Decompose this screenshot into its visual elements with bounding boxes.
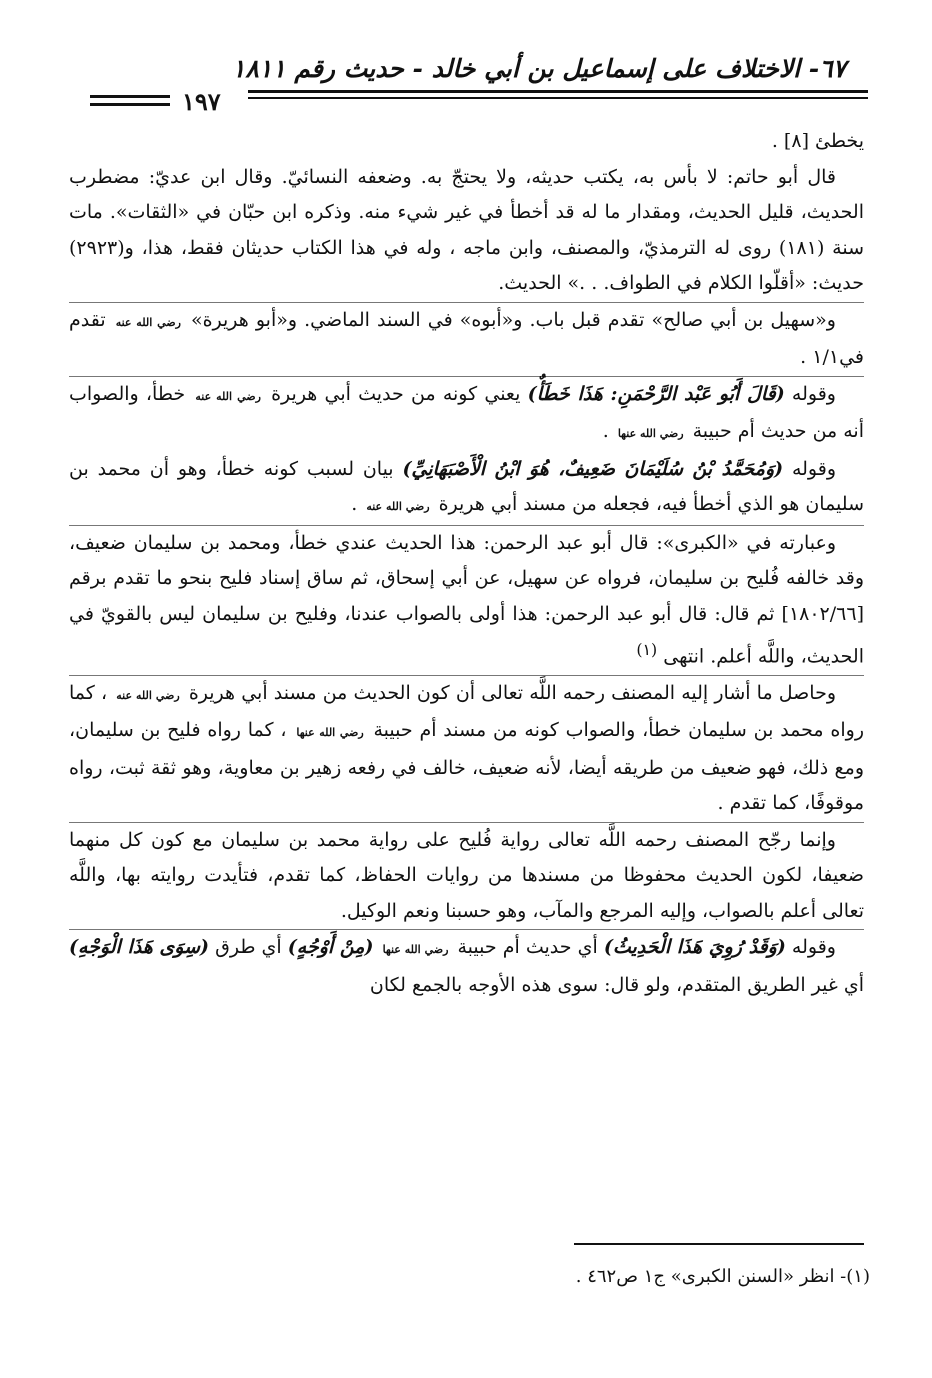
paragraph-text: . xyxy=(351,493,358,515)
paragraph-text: يخطئ [٨] . xyxy=(771,130,864,152)
honorific-glyph: رضي الله عنها xyxy=(296,726,364,740)
footnote-separator xyxy=(574,1243,864,1245)
page-number-rule xyxy=(90,103,170,106)
paragraph-text: وعبارته في «الكبرى»: قال أبو عبد الرحمن: هذا الحديث عندي خطأ، ومحمد بن سليمان ضعيف، وقد خالفه فُليح بن سليمان، فرواه عن سهيل، عن أبي إسحاق، ثم ساق إسناد فليح بنحو ما تقدم برقم [١٨٠٢/٦٦] ثم قال: قال أبو عبد الرحمن: هذا أولى بالصواب عندنا، وفليح بن سليمان ليس بالقويّ في الحديث، واللَّه أعلم. انتهى xyxy=(69,531,864,668)
paragraph-text: و«سهيل بن أبي صالح» تقدم قبل باب. و«أبوه» في السند الماضي. و«أبو هريرة» xyxy=(190,308,836,331)
paragraph-text: أي حديث أم حبيبة xyxy=(457,936,598,959)
quoted-matn: (وَمُحَمَّدُ بْنُ سُلَيْمَانَ ضَعِيفٌ، هُوَ ابْنُ الْأَصْبَهَانِيِّ) xyxy=(402,457,784,480)
quoted-matn: (مِنْ أَوْجُهٍ) xyxy=(287,936,374,959)
paragraph-text: وقوله xyxy=(791,457,837,480)
honorific-glyph: رضي الله عنه xyxy=(115,315,181,329)
quoted-matn: (وَقَدْ رُوِيَ هَذَا الْحَدِيثُ) xyxy=(603,936,786,959)
paragraph-text: قال أبو حاتم: لا بأس به، يكتب حديثه، ولا يحتجّ به. وضعفه النسائيّ. وقال ابن عديّ: مضطرب الحديث، قليل الحديث، ومقدار ما له قد أخطأ في غير شيء منه. وذكره ابن حبّان في «الثقات». مات سنة (١٨١) روى له الترمذيّ، والمصنف، وابن ماجه ، وله في هذا الكتاب حديثان فقط، هذا، و(٢٩٢٣) حديث: «أقلّوا الكلام في الطواف. . .» الحديث. xyxy=(69,165,864,294)
paragraph-text: بيان لسبب كونه خطأ، وهو أن محمد بن سليمان هو الذي أخطأ فيه، فجعله من مسند أبي هريرة xyxy=(69,457,864,515)
paragraph xyxy=(69,929,864,1003)
paragraph-text: وقوله xyxy=(791,382,836,405)
honorific-glyph: رضي الله عنه xyxy=(116,688,180,702)
header-rule xyxy=(248,97,868,99)
paragraph-text: يعني كونه من حديث أبي هريرة xyxy=(271,382,521,405)
paragraph-text: تقدم في١/١ . xyxy=(69,308,864,368)
paragraph-text: خطأ، والصواب أنه من حديث أم حبيبة xyxy=(69,382,864,442)
paragraph-text: أي غير الطريق المتقدم، ولو قال: سوى هذه الأوجه بالجمع لكان xyxy=(369,973,864,996)
paragraph-text: أي طرق xyxy=(215,936,282,959)
paragraph-text: وإنما رجّح المصنف رحمه اللَّه تعالى رواية فُليح على رواية محمد بن سليمان مع كون كل منهما ضعيفا، لكون الحديث محفوظا من مسندها من روايات الحفاظ، كما تقدم، فتأيدت روايته بها، واللَّه تعالى أعلم بالصواب، وإليه المرجع والمآب، وهو حسبنا ونعم الوكيل. xyxy=(69,828,864,922)
honorific-glyph: رضي الله عنه xyxy=(366,500,430,513)
paragraph xyxy=(69,376,864,452)
header-rule xyxy=(248,90,868,93)
paragraph xyxy=(69,160,864,302)
quoted-matn: (قَالَ أَبُو عَبْد الرَّحْمَنِ: هَذَا خَطَأٌ) xyxy=(527,382,785,405)
paragraph-text: ، كما رواه محمد بن سليمان خطأ، والصواب كونه من مسند أم حبيبة xyxy=(69,681,865,742)
paragraph-text: ، كما رواه فليح بن سليمان، ومع ذلك، فهو ضعيف من طريقه أيضا، لأنه ضعيف، خالف في رفعه زهير بن معاوية، وهو ثقة ثبت، رواه موقوفًا، كما تقدم . xyxy=(69,719,864,815)
paragraph xyxy=(69,675,864,822)
paragraph xyxy=(69,525,864,675)
honorific-glyph: رضي الله عنه xyxy=(195,389,261,403)
paragraph xyxy=(69,822,864,930)
honorific-glyph: رضي الله عنها xyxy=(617,427,684,440)
paragraph xyxy=(69,302,864,376)
page-number: ١٩٧ xyxy=(182,87,221,116)
footnote: (١)- انظر «السنن الكبرى» ج١ ص٤٦٢ . xyxy=(575,1266,870,1287)
chapter-title: ٦٧- الاختلاف على إسماعيل بن أبي خالد - حديث رقم ١٨١١ xyxy=(231,54,846,83)
paragraph-text: وقوله xyxy=(791,936,836,959)
paragraph-text: وحاصل ما أشار إليه المصنف رحمه اللَّه تعالى أن كون الحديث من مسند أبي هريرة xyxy=(188,681,836,704)
main-text xyxy=(69,124,864,1003)
page-number-rule xyxy=(90,95,170,98)
footnote-reference[interactable]: (١) xyxy=(636,640,658,659)
paragraph xyxy=(69,452,864,525)
quoted-matn: (سِوَى هَذَا الْوَجْهِ) xyxy=(69,936,210,959)
paragraph xyxy=(69,124,864,160)
honorific-glyph: رضي الله عنها xyxy=(382,943,449,957)
paragraph-text: . xyxy=(602,420,609,442)
